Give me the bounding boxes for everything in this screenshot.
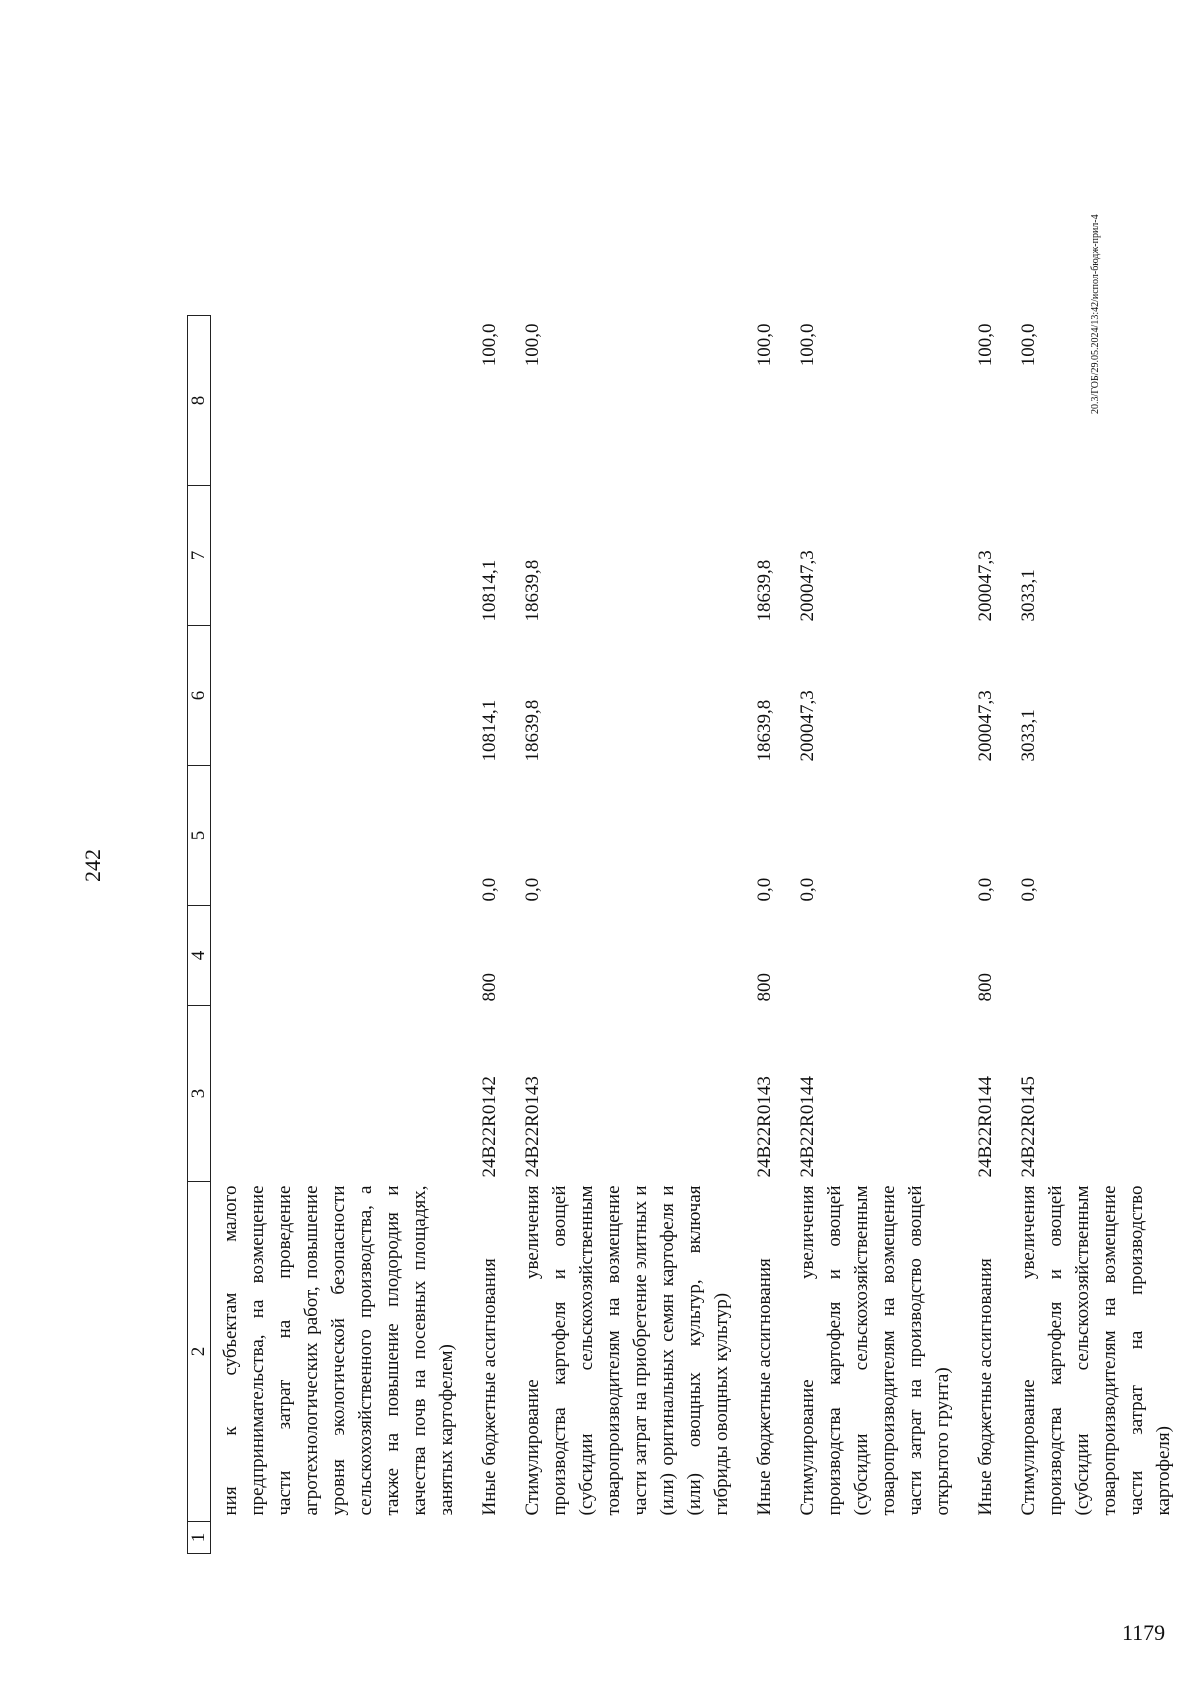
row-expense-type: 800 (479, 973, 500, 1002)
row-description: Иные бюджетные ассигнования (754, 1258, 775, 1516)
row-col5: 0,0 (1018, 877, 1039, 902)
row-col7: 18639,8 (754, 559, 775, 622)
row-col5: 0,0 (479, 877, 500, 902)
row-col8: 100,0 (797, 323, 818, 367)
row-col6: 200047,3 (975, 690, 996, 762)
row-col6: 200047,3 (797, 690, 818, 762)
row-description: Стимулирование увеличения производства картофеля и овощей (субсидии сельскохозяйственным товаропроизводителям на возмещение части затрат на производство овощей открытого грунта) (797, 1185, 953, 1516)
row-col5: 0,0 (754, 877, 775, 902)
row-target-code: 24В22R0145 (1018, 1076, 1039, 1178)
row-col7: 200047,3 (797, 550, 818, 622)
row-expense-type: 800 (975, 973, 996, 1002)
header-col-8: 8 (188, 316, 211, 486)
row-col8: 100,0 (1018, 323, 1039, 367)
row-target-code: 24В22R0142 (479, 1076, 500, 1178)
row-description: Иные бюджетные ассигнования (975, 1258, 996, 1516)
budget-table (187, 315, 1187, 1554)
sheet-number: 1179 (1122, 1620, 1166, 1645)
row-target-code: 24В22R0144 (975, 1076, 996, 1178)
table-row (1009, 316, 1187, 1554)
row-target-code: 24В22R0144 (797, 1076, 818, 1178)
table-row (513, 316, 745, 1554)
row-target-code: 24В22R0143 (754, 1076, 775, 1178)
row-target-code (211, 1006, 471, 1182)
table-row (470, 316, 513, 1554)
row-expense-type (1009, 906, 1187, 1006)
header-col-7: 7 (188, 486, 211, 626)
row-col8: 100,0 (975, 323, 996, 367)
row-col6: 10814,1 (479, 699, 500, 762)
header-col-4: 4 (188, 906, 211, 1006)
row-col7: 10814,1 (479, 559, 500, 622)
row-col7: 3033,1 (1018, 569, 1039, 622)
table-row (966, 316, 1009, 1554)
row-description: ния к субъектам малого предпринимательства, на возмещение части затрат на проведение агротехнологических работ, повышение уровня экологической безопасности сельскохозяйственного производства, а также на повышение плодородия и качества почв на посевных площадях, занятых картофелем) (220, 1185, 457, 1516)
row-expense-type: 800 (754, 973, 775, 1002)
footer-document-code: 20.3/ГОБ/29.05.2024/13:42/испол-бюдж-прил-4 (1090, 214, 1101, 414)
page-number: 242 (80, 849, 105, 882)
table-row (211, 316, 471, 1554)
row-col7 (211, 486, 471, 626)
row-col8: 100,0 (754, 323, 775, 367)
row-col8: 100,0 (479, 323, 500, 367)
row-col7: 200047,3 (975, 550, 996, 622)
header-col-3: 3 (188, 1006, 211, 1182)
row-expense-type (513, 906, 745, 1006)
table-row (788, 316, 966, 1554)
row-col8 (211, 316, 471, 486)
row-description: Стимулирование увеличения производства картофеля и овощей (субсидии сельскохозяйственным товаропроизводителям на возмещение части затрат на приобретение элитных и (или) оригинальных семян картофеля и (или) овощных культур, включая гибриды овощных культур) (522, 1185, 732, 1516)
row-col6: 18639,8 (522, 699, 543, 762)
row-col8: 100,0 (522, 323, 543, 367)
row-col5 (211, 766, 471, 906)
row-col6 (211, 626, 471, 766)
table-row (745, 316, 788, 1554)
row-col5: 0,0 (797, 877, 818, 902)
row-description: Иные бюджетные ассигнования (479, 1258, 500, 1516)
table-header-row (188, 316, 211, 1554)
row-col6: 18639,8 (754, 699, 775, 762)
row-description: Стимулирование увеличения производства картофеля и овощей (субсидии сельскохозяйственным товаропроизводителям на возмещение части затрат на производство картофеля) (1018, 1185, 1174, 1516)
header-col-1: 1 (188, 1522, 211, 1554)
header-col-6: 6 (188, 626, 211, 766)
header-col-2: 2 (188, 1182, 211, 1522)
row-col7: 18639,8 (522, 559, 543, 622)
row-col5: 0,0 (522, 877, 543, 902)
row-col6: 3033,1 (1018, 709, 1039, 762)
row-expense-type (211, 906, 471, 1006)
row-target-code: 24В22R0143 (522, 1076, 543, 1178)
row-expense-type (788, 906, 966, 1006)
header-col-5: 5 (188, 766, 211, 906)
row-col5: 0,0 (975, 877, 996, 902)
